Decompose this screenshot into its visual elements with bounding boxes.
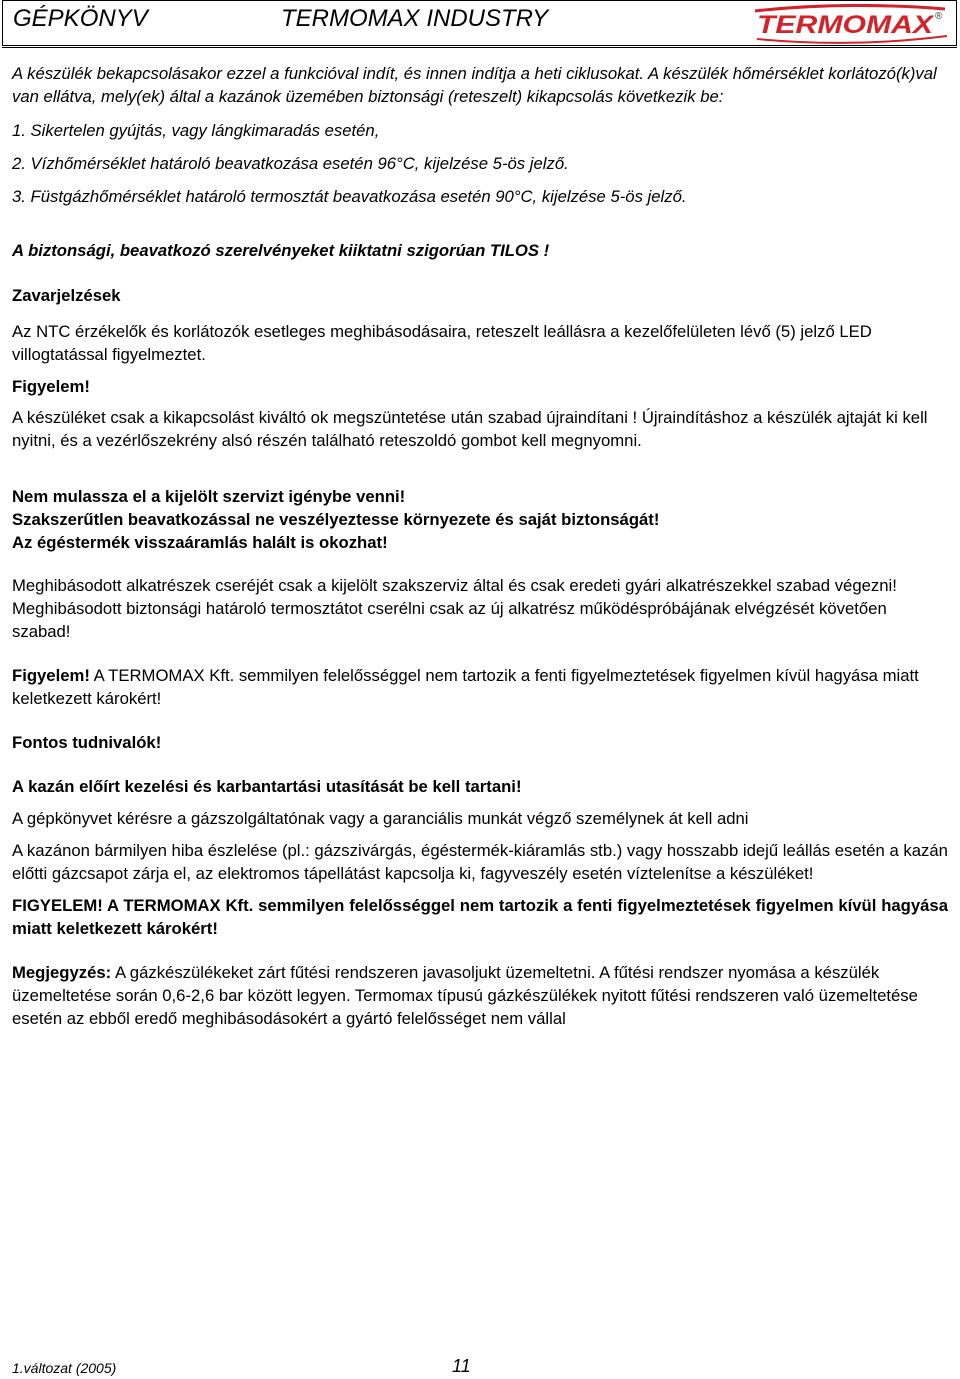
liability-note-1-label: Figyelem! — [12, 666, 90, 685]
page-header — [2, 0, 957, 46]
warning-safety: Szakszerűtlen beavatkozással ne veszélyeztesse környezete és saját biztonságát! — [12, 510, 660, 529]
restart-instructions: A készüléket csak a kikapcsolást kiváltó ok megszüntetése után szabad újraindítani ! Újraindításhoz a készülék ajtaját ki kell nyitni, és a vezérlőszekrény alsó részén található reteszoldó gombot kell megnyomni. — [12, 408, 928, 450]
termomax-logo — [753, 4, 949, 44]
megjegyzes-text: A gázkészülékeket zárt fűtési rendszeren javasoljukt üzemeltetni. A fűtési rendszer nyomása a készülék üzemeltetése során 0,6-2,6 bar között legyen. Termomax típusú gázkészülékek nyitott fűtési rendszeren való üzemeltetése esetén az ebből eredő meghibásodásokért a gyártó felelősséget nem vállal — [12, 963, 918, 1028]
zavarjelzesek-text: Az NTC érzékelők és korlátozók esetleges meghibásodásaira, reteszelt leállásra a kezelőfelületen lévő (5) jelző LED villogtatással figyelmeztet. — [12, 322, 872, 364]
intro-paragraph: A készülék bekapcsolásakor ezzel a funkcióval indít, és innen indítja a heti ciklusokat. A készülék hőmérséklet korlátozó(k)val van ellátva, mely(ek) által a kazánok üzemében biztonsági (reteszelt) kikapcsolás következik be: — [12, 64, 937, 106]
list-item-2: 2. Vízhőmérséklet határoló beavatkozása esetén 96°C, kijelzése 5-ös jelző. — [12, 154, 569, 173]
logo-text: TERMOMAX — [757, 11, 935, 39]
liability-note-1-text: A TERMOMAX Kft. semmilyen felelősséggel nem tartozik a fenti figyelmeztetések figyelmen kívül hagyása miatt keletkezett károkért! — [12, 666, 919, 708]
warning-backflow: Az égéstermék visszaáramlás halált is okozhat! — [12, 533, 388, 552]
liability-note-2: FIGYELEM! A TERMOMAX Kft. semmilyen felelősséggel nem tartozik a fenti figyelmeztetések figyelmen kívül hagyása miatt keletkezett károkért! — [12, 896, 948, 938]
megjegyzes-label: Megjegyzés: — [12, 963, 112, 982]
hiba-text: A kazánon bármilyen hiba észlelése (pl.: gázszivárgás, égéstermék-kiáramlás stb.) vagy hosszabb idejű leállás esetén a kazán előtti gázcsapot zárja el, az elektromos tápellátást kapcsolja ki, fagyveszély esetén víztelenítse a készüléket! — [12, 841, 948, 883]
fontos-heading: Fontos tudnivalók! — [12, 733, 162, 752]
zavarjelzesek-heading: Zavarjelzések — [12, 286, 121, 305]
kazan-instruction: A kazán előírt kezelési és karbantartási utasítását be kell tartani! — [12, 777, 522, 796]
tilos-warning: A biztonsági, beavatkozó szerelvényeket kiiktatni szigorúan TILOS ! — [12, 241, 550, 260]
liability-note-1 — [12, 664, 948, 710]
logo-registered-mark: ® — [935, 11, 943, 22]
header-rule — [2, 47, 957, 48]
megjegyzes-paragraph — [12, 961, 948, 1030]
gepkonyv-text: A gépkönyvet kérésre a gázszolgáltatónak vagy a garanciális munkát végző személynek át kell adni — [12, 809, 749, 828]
warning-block — [12, 485, 948, 554]
parts-replacement-text: Meghibásodott alkatrészek cseréjét csak a kijelölt szakszerviz által és csak eredeti gyári alkatrészekkel szabad végezni! Meghibásodott biztonsági határoló termosztátot cserélni csak az új alkatrész működéspróbájának elvégzését követően szabad! — [12, 576, 897, 641]
list-item-1: 1. Sikertelen gyújtás, vagy lángkimaradás esetén, — [12, 121, 380, 140]
page-number: 11 — [452, 1356, 471, 1376]
header-center-title: TERMOMAX INDUSTRY — [281, 5, 549, 32]
list-item-3: 3. Füstgázhőmérséklet határoló termosztát beavatkozása esetén 90°C, kijelzése 5-ös jelző. — [12, 187, 687, 206]
warning-service: Nem mulassza el a kijelölt szervizt igénybe venni! — [12, 487, 406, 506]
figyelem-heading: Figyelem! — [12, 377, 90, 396]
page-content — [12, 62, 948, 1030]
footer-version: 1.változat (2005) — [12, 1360, 117, 1376]
header-left-title: GÉPKÖNYV — [13, 5, 148, 32]
